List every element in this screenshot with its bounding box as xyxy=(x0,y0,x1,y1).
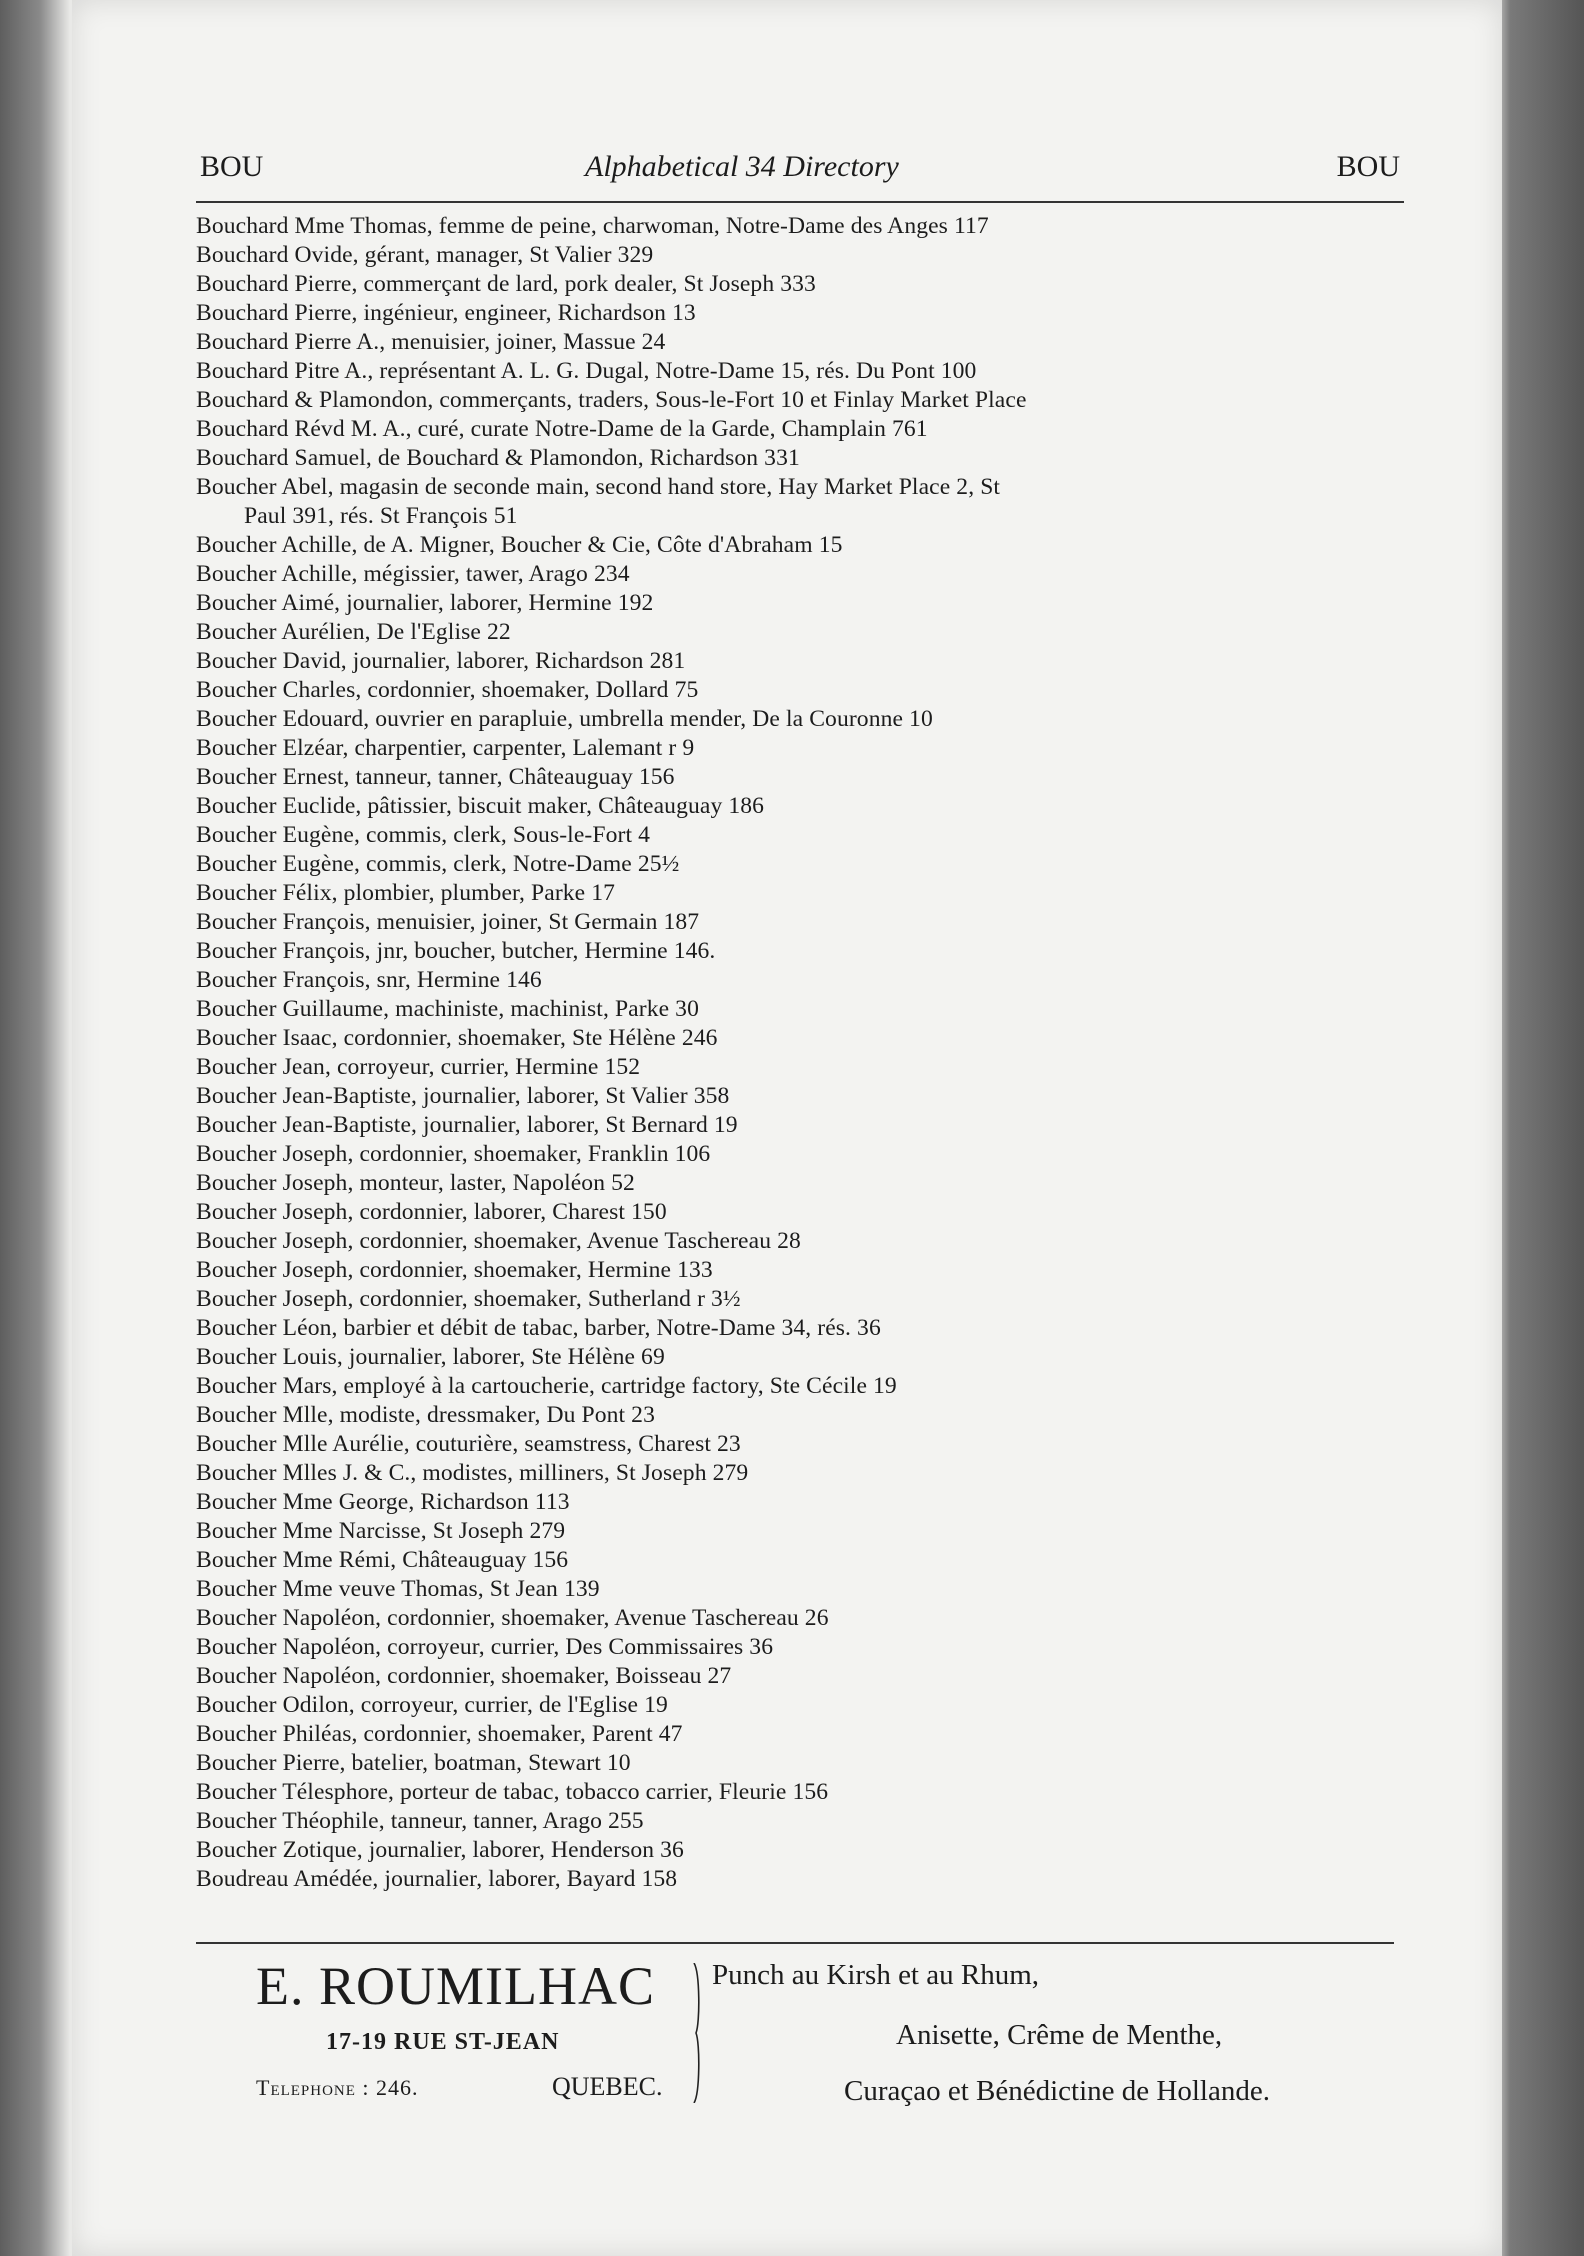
product-line-1: Punch au Kirsh et au Rhum, xyxy=(712,1959,1040,1991)
running-head-left: BOU xyxy=(200,150,264,183)
advertiser-city: QUEBEC. xyxy=(552,2072,663,2101)
directory-entry: Boucher Pierre, batelier, boatman, Stewart 10 xyxy=(196,1750,631,1776)
running-head-center: Alphabetical 34 Directory xyxy=(585,150,899,183)
directory-entry: Boucher Zotique, journalier, laborer, Henderson 36 xyxy=(196,1837,684,1863)
directory-entry: Boucher Charles, cordonnier, shoemaker, Dollard 75 xyxy=(196,677,699,703)
directory-entry: Boucher Mme Rémi, Châteauguay 156 xyxy=(196,1547,569,1573)
running-head-right: BOU xyxy=(1336,150,1400,183)
directory-entry: Bouchard Ovide, gérant, manager, St Valier 329 xyxy=(196,242,654,268)
directory-entries xyxy=(196,212,1414,1894)
advertiser-name: E. ROUMILHAC xyxy=(256,1956,655,2016)
directory-entry: Boucher Mlle Aurélie, couturière, seamstress, Charest 23 xyxy=(196,1431,741,1457)
directory-entry: Boucher Jean-Baptiste, journalier, laborer, St Bernard 19 xyxy=(196,1112,738,1138)
directory-entry: Boucher Mme veuve Thomas, St Jean 139 xyxy=(196,1576,600,1602)
directory-entry: Boucher François, jnr, boucher, butcher, Hermine 146. xyxy=(196,938,716,964)
directory-entry-continuation xyxy=(196,502,1414,531)
directory-entry: Boucher Napoléon, corroyeur, currier, Des Commissaires 36 xyxy=(196,1634,774,1660)
advertisement xyxy=(196,1955,1406,2115)
directory-entry: Boucher Théophile, tanneur, tanner, Arago 255 xyxy=(196,1808,644,1834)
directory-entry: Boucher Eugène, commis, clerk, Sous-le-Fort 4 xyxy=(196,822,650,848)
advertiser-street: 17-19 RUE ST-JEAN xyxy=(326,2029,560,2055)
directory-entry: Boucher Elzéar, charpentier, carpenter, Lalemant r 9 xyxy=(196,735,695,761)
advertisement-rule xyxy=(196,1942,1394,1944)
running-head xyxy=(200,150,1400,192)
directory-entry: Boucher Joseph, monteur, laster, Napoléon 52 xyxy=(196,1170,635,1196)
directory-entry: Boucher Félix, plombier, plumber, Parke 17 xyxy=(196,880,616,906)
directory-entry: Bouchard Mme Thomas, femme de peine, charwoman, Notre-Dame des Anges 117 xyxy=(196,213,989,239)
directory-entry: Boucher Louis, journalier, laborer, Ste Hélène 69 xyxy=(196,1344,665,1370)
directory-entry: Boucher Joseph, cordonnier, shoemaker, Hermine 133 xyxy=(196,1257,713,1283)
directory-entry: Boucher Edouard, ouvrier en parapluie, umbrella mender, De la Couronne 10 xyxy=(196,706,933,732)
product-line-3: Curaçao et Bénédictine de Hollande. xyxy=(844,2075,1270,2107)
directory-entry: Bouchard & Plamondon, commerçants, traders, Sous-le-Fort 10 et Finlay Market Place xyxy=(196,387,1027,413)
directory-entry: Boucher François, menuisier, joiner, St Germain 187 xyxy=(196,909,700,935)
directory-entry: Boucher Léon, barbier et débit de tabac, barber, Notre-Dame 34, rés. 36 xyxy=(196,1315,881,1341)
directory-entry: Boucher Euclide, pâtissier, biscuit maker, Châteauguay 186 xyxy=(196,793,765,819)
directory-entry: Boucher Odilon, corroyeur, currier, de l'Eglise 19 xyxy=(196,1692,668,1718)
directory-entry: Boucher Mars, employé à la cartoucherie, cartridge factory, Ste Cécile 19 xyxy=(196,1373,897,1399)
directory-entry: Boucher Achille, mégissier, tawer, Arago 234 xyxy=(196,561,630,587)
continuation-text: Paul 391, rés. St François 51 xyxy=(244,503,518,529)
header-rule xyxy=(196,201,1404,203)
directory-entry: Bouchard Révd M. A., curé, curate Notre-Dame de la Garde, Champlain 761 xyxy=(196,416,928,442)
directory-entry: Boucher Ernest, tanneur, tanner, Châteauguay 156 xyxy=(196,764,675,790)
directory-entry: Bouchard Samuel, de Bouchard & Plamondon, Richardson 331 xyxy=(196,445,800,471)
brace-divider-icon xyxy=(692,1963,702,2103)
product-line-2: Anisette, Crême de Menthe, xyxy=(896,2019,1223,2051)
directory-entry: Bouchard Pierre, ingénieur, engineer, Richardson 13 xyxy=(196,300,696,326)
directory-entry: Boudreau Amédée, journalier, laborer, Bayard 158 xyxy=(196,1866,678,1892)
directory-entry: Boucher Aurélien, De l'Eglise 22 xyxy=(196,619,511,645)
directory-entry: Boucher Guillaume, machiniste, machinist, Parke 30 xyxy=(196,996,699,1022)
directory-entry: Boucher Aimé, journalier, laborer, Hermine 192 xyxy=(196,590,654,616)
directory-entry: Boucher Jean-Baptiste, journalier, laborer, St Valier 358 xyxy=(196,1083,730,1109)
directory-entry: Boucher Eugène, commis, clerk, Notre-Dame 25½ xyxy=(196,851,680,877)
directory-entry: Boucher Jean, corroyeur, currier, Hermine 152 xyxy=(196,1054,641,1080)
directory-entry: Boucher Napoléon, cordonnier, shoemaker, Boisseau 27 xyxy=(196,1663,732,1689)
directory-entry: Boucher David, journalier, laborer, Richardson 281 xyxy=(196,648,686,674)
directory-entry: Boucher Joseph, cordonnier, shoemaker, Sutherland r 3½ xyxy=(196,1286,741,1312)
directory-entry: Boucher Mlles J. & C., modistes, milliners, St Joseph 279 xyxy=(196,1460,749,1486)
directory-entry: Boucher Philéas, cordonnier, shoemaker, Parent 47 xyxy=(196,1721,683,1747)
directory-entry: Boucher Mme Narcisse, St Joseph 279 xyxy=(196,1518,566,1544)
directory-entry: Bouchard Pitre A., représentant A. L. G. Dugal, Notre-Dame 15, rés. Du Pont 100 xyxy=(196,358,977,384)
directory-entry: Boucher Achille, de A. Migner, Boucher & Cie, Côte d'Abraham 15 xyxy=(196,532,843,558)
advertiser-telephone: Telephone : 246. xyxy=(256,2075,419,2100)
directory-entry: Boucher François, snr, Hermine 146 xyxy=(196,967,542,993)
directory-entry: Boucher Isaac, cordonnier, shoemaker, Ste Hélène 246 xyxy=(196,1025,718,1051)
directory-entry: Boucher Joseph, cordonnier, laborer, Charest 150 xyxy=(196,1199,667,1225)
directory-entry: Boucher Abel, magasin de seconde main, second hand store, Hay Market Place 2, St xyxy=(196,474,1001,500)
directory-entry: Boucher Mlle, modiste, dressmaker, Du Pont 23 xyxy=(196,1402,655,1428)
directory-entry: Bouchard Pierre, commerçant de lard, pork dealer, St Joseph 333 xyxy=(196,271,816,297)
directory-entry: Boucher Mme George, Richardson 113 xyxy=(196,1489,570,1515)
directory-entry: Boucher Télesphore, porteur de tabac, tobacco carrier, Fleurie 156 xyxy=(196,1779,829,1805)
directory-entry: Boucher Joseph, cordonnier, shoemaker, Franklin 106 xyxy=(196,1141,711,1167)
directory-entry: Boucher Napoléon, cordonnier, shoemaker, Avenue Taschereau 26 xyxy=(196,1605,829,1631)
directory-entry: Bouchard Pierre A., menuisier, joiner, Massue 24 xyxy=(196,329,666,355)
directory-entry: Boucher Joseph, cordonnier, shoemaker, Avenue Taschereau 28 xyxy=(196,1228,801,1254)
